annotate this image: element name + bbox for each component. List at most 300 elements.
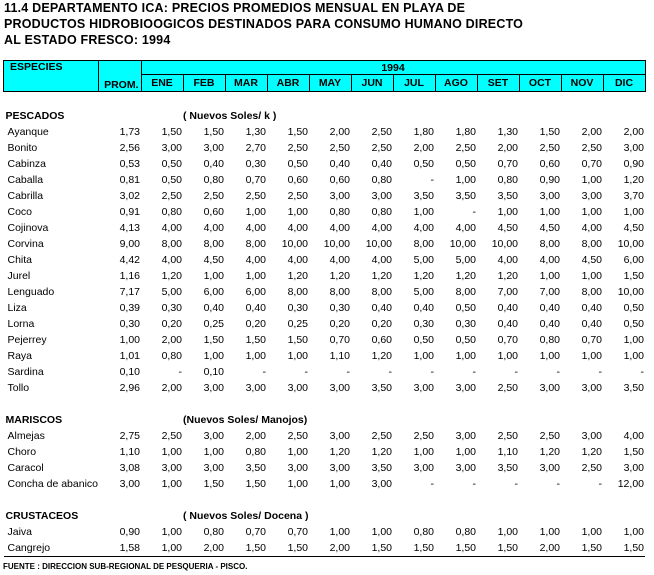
table-row: [4, 300, 646, 316]
month-value: 8,00: [161, 238, 182, 250]
month-value: 2,00: [497, 142, 518, 154]
month-value: 1,00: [245, 270, 266, 282]
month-value: 1,00: [455, 446, 476, 458]
month-value: 1,00: [287, 350, 308, 362]
month-value: 1,10: [329, 350, 350, 362]
month-value: 10,00: [449, 238, 476, 250]
table-row: [4, 332, 646, 348]
spacer-row: [4, 492, 646, 508]
month-value: -: [304, 366, 308, 378]
month-value: 1,00: [581, 206, 602, 218]
month-value: 2,50: [329, 142, 350, 154]
table-row: [4, 204, 646, 220]
table-row: [4, 476, 646, 492]
month-value: 1,00: [455, 350, 476, 362]
month-value: 4,00: [161, 222, 182, 234]
month-value: 4,00: [245, 254, 266, 266]
month-value: 7,00: [539, 286, 560, 298]
month-value: 3,00: [539, 462, 560, 474]
month-value: 8,00: [581, 286, 602, 298]
month-value: 3,00: [329, 190, 350, 202]
month-value: 4,00: [371, 254, 392, 266]
month-value: 3,00: [455, 462, 476, 474]
species-name: Cangrejo: [4, 540, 99, 557]
species-name: Choro: [7, 446, 37, 458]
month-value: 1,00: [371, 526, 392, 538]
table-row: [4, 348, 646, 364]
month-value: 3,50: [497, 190, 518, 202]
month-value: 0,80: [203, 526, 224, 538]
month-value: 1,00: [329, 478, 350, 490]
table-row: [4, 444, 646, 460]
month-value: 10,00: [323, 238, 350, 250]
average-value: 2,96: [119, 382, 140, 394]
section-header-row: [4, 508, 646, 524]
month-value: 1,00: [413, 446, 434, 458]
month-value: 1,50: [245, 334, 266, 346]
table-title: [4, 0, 523, 48]
month-value: -: [472, 206, 476, 218]
month-value: 5,00: [161, 286, 182, 298]
month-value: 1,20: [161, 270, 182, 282]
month-value: 3,50: [245, 462, 266, 474]
section-unit: ( Nuevos Soles/ Docena ): [183, 510, 309, 522]
average-value: 2,56: [119, 142, 140, 154]
average-value: 1,01: [119, 350, 140, 362]
species-name: Corvina: [7, 238, 44, 250]
title-line-1: 11.4 DEPARTAMENTO ICA: PRECIOS PROMEDIOS MENSUAL EN PLAYA DE: [4, 1, 466, 15]
month-value: 1,00: [203, 270, 224, 282]
month-value: 0,40: [203, 158, 224, 170]
section-header-row: [4, 412, 646, 428]
section-unit: (Nuevos Soles/ Manojos): [183, 414, 308, 426]
month-value: 0,60: [371, 334, 392, 346]
month-value: -: [598, 478, 602, 490]
month-value: -: [430, 478, 434, 490]
month-value: 2,00: [161, 334, 182, 346]
month-value: 1,20: [371, 446, 392, 458]
month-value: 2,50: [539, 430, 560, 442]
month-value: 0,20: [245, 318, 266, 330]
table-row: [4, 524, 646, 540]
month-value: 1,00: [539, 526, 560, 538]
table-row: [4, 124, 646, 140]
month-value: 2,50: [539, 142, 560, 154]
month-value: 2,50: [287, 190, 308, 202]
month-value: -: [472, 366, 476, 378]
month-value: 0,60: [203, 206, 224, 218]
month-value: 1,00: [497, 350, 518, 362]
month-value: 1,20: [329, 446, 350, 458]
average-value: 3,00: [119, 478, 140, 490]
table-row: [4, 316, 646, 332]
month-value: 0,80: [161, 206, 182, 218]
month-value: 10,00: [281, 238, 308, 250]
month-value: 4,00: [581, 222, 602, 234]
header-month-jun: JUN: [351, 75, 393, 92]
month-value: 1,00: [245, 350, 266, 362]
month-value: 1,00: [329, 526, 350, 538]
month-value: 0,50: [413, 158, 434, 170]
month-value: 2,50: [245, 190, 266, 202]
month-value: 1,00: [623, 206, 644, 218]
month-value: 1,20: [329, 270, 350, 282]
month-value: 2,00: [519, 540, 561, 557]
price-table: [3, 60, 646, 557]
month-value: 2,70: [245, 142, 266, 154]
spacer-row: [4, 396, 646, 412]
month-value: -: [178, 366, 182, 378]
month-value: 3,00: [413, 382, 434, 394]
month-value: 6,00: [245, 286, 266, 298]
title-line-2: PRODUCTOS HIDROBIOOGICOS DESTINADOS PARA CONSUMO HUMANO DIRECTO: [4, 17, 524, 31]
month-value: 3,00: [455, 382, 476, 394]
month-value: 8,00: [287, 286, 308, 298]
month-value: 3,00: [161, 462, 182, 474]
month-value: -: [262, 366, 266, 378]
month-value: 2,00: [245, 430, 266, 442]
month-value: 0,40: [245, 302, 266, 314]
species-name: Tollo: [7, 382, 30, 394]
month-value: 0,25: [203, 318, 224, 330]
month-value: 0,80: [203, 174, 224, 186]
month-value: 0,50: [455, 302, 476, 314]
month-value: 0,40: [413, 302, 434, 314]
month-value: 1,20: [539, 446, 560, 458]
month-value: 0,30: [329, 302, 350, 314]
header-month-nov: NOV: [561, 75, 603, 92]
month-value: 4,00: [455, 222, 476, 234]
month-value: 3,00: [245, 382, 266, 394]
month-value: -: [388, 366, 392, 378]
month-value: 0,60: [329, 174, 350, 186]
month-value: 0,50: [161, 174, 182, 186]
month-value: 1,20: [497, 270, 518, 282]
average-value: 1,73: [119, 126, 140, 138]
month-value: 3,00: [329, 382, 350, 394]
species-name: Sardina: [7, 366, 44, 378]
month-value: 8,00: [581, 238, 602, 250]
month-value: 1,20: [455, 270, 476, 282]
table-row: [4, 188, 646, 204]
table-body: [4, 92, 646, 557]
month-value: 0,50: [623, 318, 644, 330]
month-value: 3,50: [623, 382, 644, 394]
month-value: 2,50: [287, 142, 308, 154]
month-value: -: [430, 366, 434, 378]
month-value: 0,50: [455, 334, 476, 346]
table-row: [4, 268, 646, 284]
month-value: 1,00: [581, 350, 602, 362]
month-value: 1,00: [581, 270, 602, 282]
species-name: Jaiva: [7, 526, 33, 538]
month-value: 1,50: [225, 540, 267, 557]
month-value: 3,00: [623, 142, 644, 154]
header-month-feb: FEB: [183, 75, 225, 92]
month-value: -: [514, 366, 518, 378]
spacer-row: [4, 92, 646, 109]
month-value: 8,00: [539, 238, 560, 250]
month-value: 0,80: [329, 206, 350, 218]
month-value: 0,70: [581, 334, 602, 346]
month-value: 4,50: [539, 222, 560, 234]
month-value: 1,20: [413, 270, 434, 282]
month-value: 1,20: [371, 350, 392, 362]
month-value: 3,70: [623, 190, 644, 202]
source-note: FUENTE : DIRECCION SUB-REGIONAL DE PESQUERIA - PISCO.: [3, 562, 248, 571]
month-value: 2,50: [497, 430, 518, 442]
table-row: [4, 236, 646, 252]
table-row: [4, 140, 646, 156]
month-value: 0,80: [161, 350, 182, 362]
month-value: 3,50: [497, 462, 518, 474]
species-name: Lenguado: [7, 286, 55, 298]
month-value: 2,50: [161, 430, 182, 442]
section-name: PESCADOS: [5, 110, 65, 122]
month-value: 1,80: [455, 126, 476, 138]
month-value: 1,00: [287, 206, 308, 218]
month-value: 8,00: [455, 286, 476, 298]
average-value: 0,39: [119, 302, 140, 314]
species-name: Caballa: [7, 174, 44, 186]
header-month-mar: MAR: [225, 75, 267, 92]
month-value: 0,70: [245, 174, 266, 186]
month-value: 1,50: [203, 334, 224, 346]
header-month-abr: ABR: [267, 75, 309, 92]
month-value: 1,50: [161, 126, 182, 138]
month-value: 3,00: [581, 382, 602, 394]
month-value: 5,00: [413, 286, 434, 298]
month-value: 1,00: [141, 540, 183, 557]
month-value: 4,00: [203, 222, 224, 234]
month-value: 2,00: [161, 382, 182, 394]
month-value: 0,30: [161, 302, 182, 314]
month-value: 3,00: [539, 190, 560, 202]
table-row: [4, 428, 646, 444]
month-value: 0,70: [287, 526, 308, 538]
month-value: 0,40: [371, 158, 392, 170]
month-value: 0,70: [581, 158, 602, 170]
month-value: 5,00: [455, 254, 476, 266]
month-value: 3,00: [455, 430, 476, 442]
month-value: 1,00: [455, 174, 476, 186]
month-value: 1,50: [623, 446, 644, 458]
month-value: 2,50: [581, 142, 602, 154]
month-value: 0,40: [497, 302, 518, 314]
section-name: MARISCOS: [5, 414, 63, 426]
month-value: 1,20: [623, 174, 644, 186]
species-name: Caracol: [7, 462, 44, 474]
month-value: 3,00: [203, 430, 224, 442]
month-value: 1,50: [245, 478, 266, 490]
month-value: 0,50: [623, 302, 644, 314]
month-value: 3,00: [329, 430, 350, 442]
month-value: 0,20: [329, 318, 350, 330]
month-value: 1,50: [561, 540, 603, 557]
table-row: [4, 460, 646, 476]
month-value: 4,00: [161, 254, 182, 266]
table-row: [4, 220, 646, 236]
average-value: 1,00: [119, 334, 140, 346]
month-value: 3,00: [161, 142, 182, 154]
average-value: 7,17: [119, 286, 140, 298]
month-value: 0,80: [455, 526, 476, 538]
month-value: 1,00: [413, 206, 434, 218]
month-value: 5,00: [413, 254, 434, 266]
month-value: 0,50: [287, 158, 308, 170]
month-value: 0,60: [287, 174, 308, 186]
average-value: 2,75: [119, 430, 140, 442]
month-value: 0,70: [497, 158, 518, 170]
month-value: 8,00: [203, 238, 224, 250]
month-value: 4,00: [245, 222, 266, 234]
month-value: 2,00: [309, 540, 351, 557]
month-value: 1,30: [497, 126, 518, 138]
table-row: [4, 252, 646, 268]
month-value: 1,20: [287, 270, 308, 282]
month-value: 0,80: [497, 174, 518, 186]
species-name: Pejerrey: [7, 334, 47, 346]
species-name: Cabinza: [7, 158, 47, 170]
month-value: 1,00: [413, 350, 434, 362]
month-value: 4,00: [371, 222, 392, 234]
month-value: 1,30: [245, 126, 266, 138]
month-value: 0,30: [287, 302, 308, 314]
month-value: 3,00: [413, 462, 434, 474]
month-value: 3,00: [623, 462, 644, 474]
average-value: 0,53: [119, 158, 140, 170]
month-value: 8,00: [413, 238, 434, 250]
month-value: 10,00: [617, 238, 644, 250]
average-value: 4,13: [119, 222, 140, 234]
month-value: -: [598, 366, 602, 378]
month-value: 8,00: [371, 286, 392, 298]
month-value: 0,60: [539, 158, 560, 170]
month-value: 3,00: [203, 142, 224, 154]
species-name: Bonito: [7, 142, 38, 154]
month-value: 0,50: [161, 158, 182, 170]
month-value: 0,40: [581, 318, 602, 330]
species-name: Chita: [7, 254, 33, 266]
table-row: [4, 284, 646, 300]
month-value: 2,00: [183, 540, 225, 557]
month-value: 10,00: [617, 286, 644, 298]
month-value: 1,50: [603, 540, 645, 557]
month-value: 0,30: [455, 318, 476, 330]
month-value: 2,50: [581, 462, 602, 474]
month-value: 1,00: [581, 526, 602, 538]
month-value: 0,90: [623, 158, 644, 170]
month-value: 4,00: [329, 222, 350, 234]
month-value: 3,00: [581, 190, 602, 202]
month-value: 4,50: [581, 254, 602, 266]
average-value: 1,16: [119, 270, 140, 282]
month-value: 0,70: [497, 334, 518, 346]
month-value: 4,00: [287, 222, 308, 234]
month-value: 0,40: [539, 318, 560, 330]
month-value: 2,50: [161, 190, 182, 202]
average-value: 1,10: [119, 446, 140, 458]
month-value: 2,50: [203, 190, 224, 202]
month-value: 4,00: [287, 254, 308, 266]
month-value: -: [640, 366, 644, 378]
month-value: 8,00: [329, 286, 350, 298]
month-value: 0,50: [413, 334, 434, 346]
species-name: Cabrilla: [7, 190, 44, 202]
month-value: 1,80: [413, 126, 434, 138]
header-month-dic: DIC: [603, 75, 645, 92]
month-value: 2,00: [623, 126, 644, 138]
header-month-ene: ENE: [141, 75, 183, 92]
month-value: 10,00: [491, 238, 518, 250]
month-value: 4,00: [539, 254, 560, 266]
month-value: 3,00: [203, 382, 224, 394]
month-value: 1,50: [435, 540, 477, 557]
header-month-may: MAY: [309, 75, 351, 92]
average-value: 4,42: [119, 254, 140, 266]
table-row: [4, 156, 646, 172]
month-value: 3,00: [581, 430, 602, 442]
month-value: 6,00: [623, 254, 644, 266]
table-row: [4, 540, 646, 557]
month-value: 0,80: [245, 446, 266, 458]
month-value: 4,00: [413, 222, 434, 234]
month-value: 3,50: [371, 382, 392, 394]
month-value: 0,80: [371, 206, 392, 218]
month-value: 1,00: [203, 446, 224, 458]
section-header-row: [4, 108, 646, 124]
month-value: 2,50: [413, 430, 434, 442]
month-value: 1,00: [161, 478, 182, 490]
month-value: 1,20: [371, 270, 392, 282]
header-month-set: SET: [477, 75, 519, 92]
month-value: 0,90: [539, 174, 560, 186]
month-value: 4,50: [623, 222, 644, 234]
month-value: 4,00: [329, 254, 350, 266]
average-value: 0,81: [119, 174, 140, 186]
species-name: Almejas: [7, 430, 45, 442]
month-value: 2,50: [497, 382, 518, 394]
average-value: 3,02: [119, 190, 140, 202]
month-value: 1,00: [623, 526, 644, 538]
month-value: 3,00: [371, 478, 392, 490]
month-value: 4,00: [497, 254, 518, 266]
month-value: 3,50: [413, 190, 434, 202]
average-value: 3,08: [119, 462, 140, 474]
month-value: 1,50: [267, 540, 309, 557]
month-value: 2,00: [581, 126, 602, 138]
species-name: Cojinova: [7, 222, 49, 234]
month-value: 1,50: [477, 540, 519, 557]
species-name: Coco: [7, 206, 33, 218]
month-value: 1,00: [161, 526, 182, 538]
month-value: 0,70: [329, 334, 350, 346]
month-value: 1,50: [351, 540, 393, 557]
month-value: 1,00: [287, 478, 308, 490]
month-value: 1,00: [581, 174, 602, 186]
month-value: 12,00: [617, 478, 644, 490]
month-value: 1,50: [539, 126, 560, 138]
month-value: 3,00: [287, 462, 308, 474]
header-prom: PROM.: [98, 61, 141, 92]
month-value: 1,00: [539, 206, 560, 218]
month-value: 1,50: [287, 126, 308, 138]
month-value: 0,40: [497, 318, 518, 330]
month-value: -: [346, 366, 350, 378]
month-value: 3,00: [329, 462, 350, 474]
month-value: 0,70: [245, 526, 266, 538]
table-row: [4, 364, 646, 380]
